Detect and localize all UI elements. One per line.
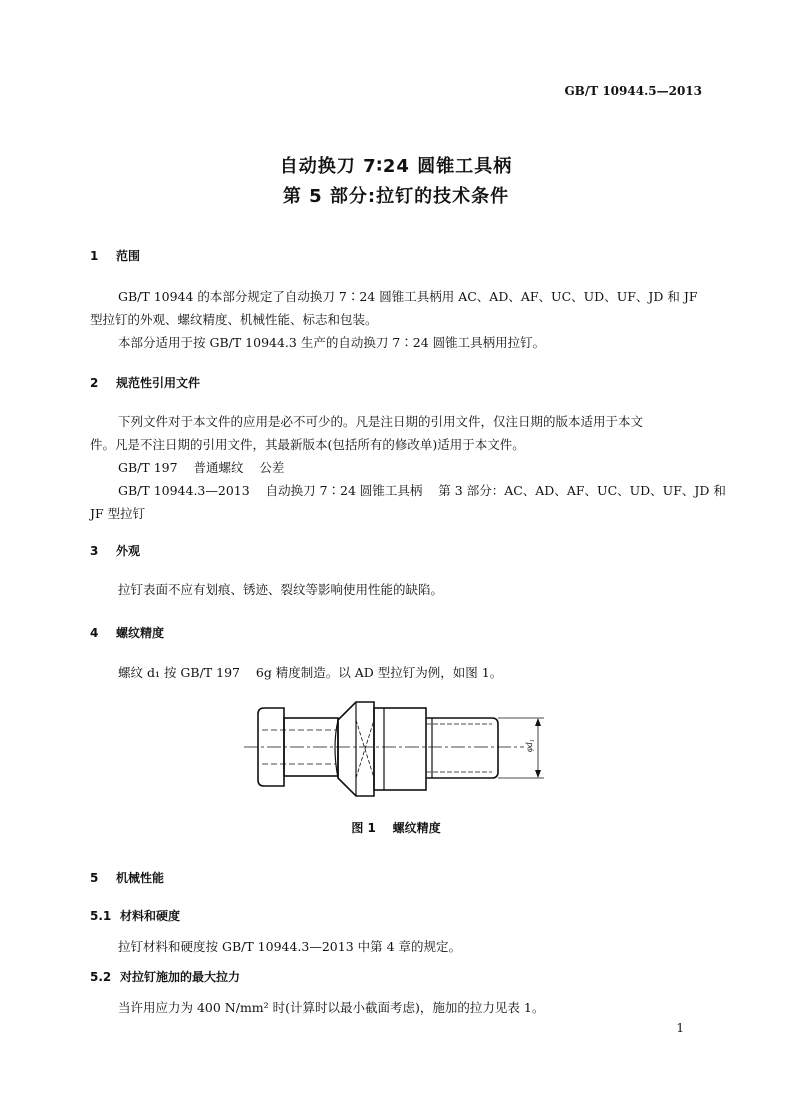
figure-caption: 图 1 螺纹精度 <box>351 821 441 835</box>
section-5-heading <box>90 869 164 886</box>
page-number: 1 <box>676 1021 684 1035</box>
section-3-body <box>90 578 702 601</box>
section-number: 5.1 <box>90 909 112 923</box>
section-title: 对拉钉施加的最大拉力 <box>120 970 241 984</box>
thread-body <box>426 718 498 778</box>
doc-title-line2: 第 5 部分:拉钉的技术条件 <box>282 186 510 207</box>
reference-gbt10944-3: GB/T 10944.3—2013 自动换刀 7∶24 圆锥工具柄 第 3 部分：AC、AD、AF、UC、UD、UF、JD 和 <box>118 483 726 498</box>
section-title: 材料和硬度 <box>120 909 181 923</box>
section-title: 螺纹精度 <box>116 626 165 640</box>
section-title: 机械性能 <box>116 871 165 885</box>
section-title: 规范性引用文件 <box>116 376 201 390</box>
collar <box>374 708 426 790</box>
paragraph-line: JF 型拉钉 <box>90 506 146 521</box>
paragraph-line: 件。凡是不注日期的引用文件，其最新版本(包括所有的修改单)适用于本文件。 <box>90 437 525 452</box>
section-4-heading <box>90 624 164 641</box>
section-number: 2 <box>90 376 99 390</box>
doc-title-line1: 自动换刀 7∶24 圆锥工具柄 <box>279 156 513 177</box>
reference-gbt197: GB/T 197 普通螺纹 公差 <box>118 460 285 475</box>
section-number: 4 <box>90 626 99 640</box>
paragraph-line: 拉钉材料和硬度按 GB/T 10944.3—2013 中第 4 章的规定。 <box>118 939 462 954</box>
diameter-label: φd₁ <box>524 739 534 752</box>
section-1-heading <box>90 247 140 264</box>
section-2-heading <box>90 374 200 391</box>
paragraph-line: 拉钉表面不应有划痕、锈迹、裂纹等影响使用性能的缺陷。 <box>118 582 444 597</box>
section-1-body <box>90 285 702 354</box>
paragraph-line: 下列文件对于本文件的应用是必不可少的。凡是注日期的引用文件，仅注日期的版本适用于本文 <box>118 414 644 429</box>
section-5-1-heading <box>90 907 180 924</box>
section-number: 3 <box>90 544 99 558</box>
section-number: 1 <box>90 249 99 263</box>
section-2-body <box>90 410 726 525</box>
section-5-1-body <box>90 935 702 958</box>
section-number: 5 <box>90 871 99 885</box>
section-3-heading <box>90 542 140 559</box>
section-number: 5.2 <box>90 970 112 984</box>
paragraph-line: 螺纹 d₁ 按 GB/T 197 6g 精度制造。以 AD 型拉钉为例，如图 1。 <box>118 665 503 680</box>
section-4-body <box>90 661 702 684</box>
section-title: 外观 <box>116 544 141 558</box>
paragraph-line: 本部分适用于按 GB/T 10944.3 生产的自动换刀 7∶24 圆锥工具柄用拉钉。 <box>118 335 546 350</box>
section-5-2-heading <box>90 968 240 985</box>
standard-number-header: GB/T 10944.5—2013 <box>564 84 702 98</box>
paragraph-line: 型拉钉的外观、螺纹精度、机械性能、标志和包装。 <box>90 312 378 327</box>
section-title: 范围 <box>116 249 141 263</box>
paragraph-line: 当许用应力为 400 N/mm² 时(计算时以最小截面考虑)，施加的拉力见表 1。 <box>118 1000 545 1015</box>
section-5-2-body <box>90 996 702 1019</box>
paragraph-line: GB/T 10944 的本部分规定了自动换刀 7∶24 圆锥工具柄用 AC、AD、AF、UC、UD、UF、JD 和 JF <box>118 289 698 304</box>
pull-stud-figure <box>240 700 560 804</box>
